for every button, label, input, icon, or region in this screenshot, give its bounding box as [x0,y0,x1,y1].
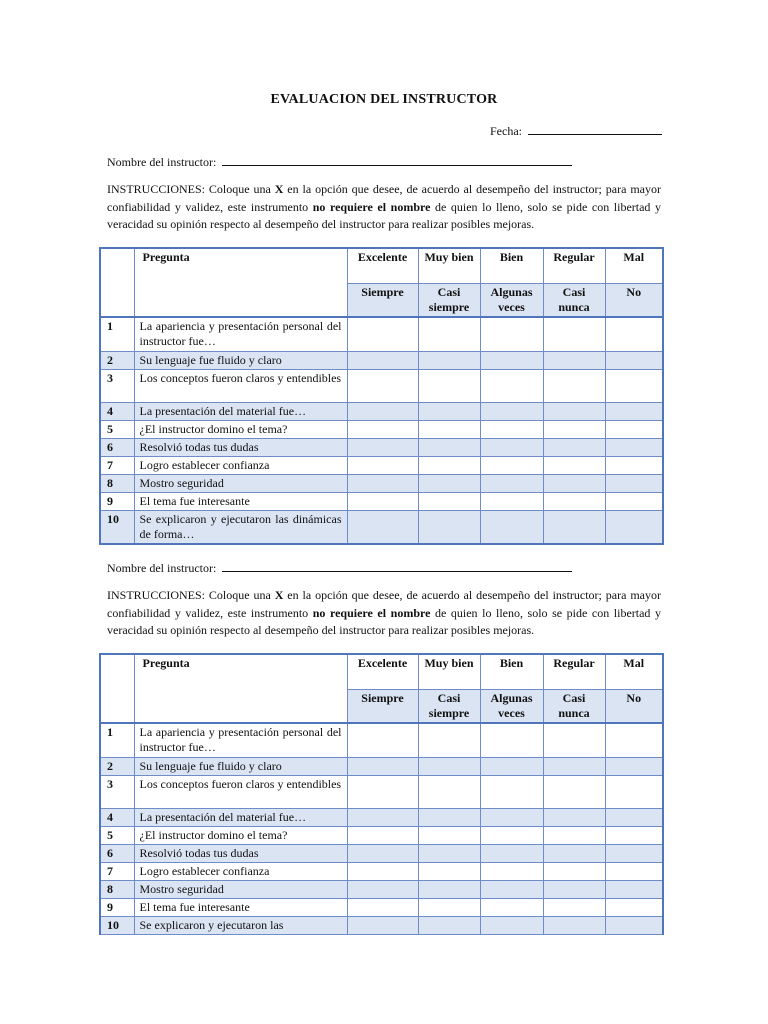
instructor-name-field-2 [107,560,667,576]
evaluation-table-1 [99,247,664,545]
answer-cell-no[interactable] [605,757,663,775]
instructions-text: en la opción que desee, de acuerdo al desempeño del instructor; para mayor confiabilidad y validez, este instrumento [107,588,661,620]
question-text: Los conceptos fueron claros y entendibles [134,369,347,402]
answer-cell-casi-nunca[interactable] [543,862,605,880]
answer-cell-casi-siempre[interactable] [418,862,480,880]
table-row [100,898,663,916]
answer-cell-siempre[interactable] [347,862,418,880]
number-header-cell [100,654,134,723]
instructions-text: INSTRUCCIONES: Coloque una [107,588,275,602]
question-text: ¿El instructor domino el tema? [134,420,347,438]
answer-cell-casi-siempre[interactable] [418,402,480,420]
answer-cell-casi-siempre[interactable] [418,351,480,369]
answer-cell-no[interactable] [605,420,663,438]
answer-cell-siempre[interactable] [347,317,418,351]
table-row [100,826,663,844]
table-row [100,775,663,808]
answer-cell-siempre[interactable] [347,510,418,544]
table-row [100,916,663,934]
subcol-header-algunas-veces: Algunas veces [480,689,543,723]
answer-cell-siempre[interactable] [347,474,418,492]
answer-cell-no[interactable] [605,369,663,402]
answer-cell-siempre[interactable] [347,880,418,898]
instructor-name-blank-line[interactable] [222,154,572,166]
table-row [100,420,663,438]
date-field [490,123,662,139]
table-row [100,723,663,757]
answer-cell-casi-siempre[interactable] [418,723,480,757]
subcol-header-no: No [605,283,663,317]
evaluation-table-2 [99,653,664,935]
answer-cell-algunas-veces[interactable] [480,862,543,880]
answer-cell-no[interactable] [605,723,663,757]
instructions-text: de quien lo lleno, solo se pide con libertad y veracidad su opinión respecto al desempeño del instructor para realizar posibles mejoras. [107,199,661,231]
col-header-regular: Regular [543,654,605,689]
answer-cell-no[interactable] [605,826,663,844]
instructor-name-field-1 [107,154,667,170]
answer-cell-algunas-veces[interactable] [480,351,543,369]
answer-cell-no[interactable] [605,438,663,456]
question-number: 1 [100,317,134,351]
table-row [100,492,663,510]
subcol-header-no: No [605,689,663,723]
answer-cell-casi-siempre[interactable] [418,438,480,456]
answer-cell-casi-nunca[interactable] [543,880,605,898]
question-text: El tema fue interesante [134,492,347,510]
answer-cell-casi-siempre[interactable] [418,474,480,492]
table-row [100,862,663,880]
col-header-mal: Mal [605,654,663,689]
answer-cell-algunas-veces[interactable] [480,898,543,916]
answer-cell-casi-siempre[interactable] [418,317,480,351]
question-text: Resolvió todas tus dudas [134,438,347,456]
question-text: Logro establecer confianza [134,456,347,474]
answer-cell-no[interactable] [605,862,663,880]
question-text: Su lenguaje fue fluido y claro [134,351,347,369]
date-label: Fecha: [490,124,522,138]
table-row [100,474,663,492]
answer-cell-siempre[interactable] [347,898,418,916]
answer-cell-casi-siempre[interactable] [418,369,480,402]
subcol-header-casi-siempre: Casi siempre [418,283,480,317]
question-number: 9 [100,492,134,510]
question-number: 5 [100,826,134,844]
question-number: 8 [100,474,134,492]
question-number: 3 [100,369,134,402]
answer-cell-casi-nunca[interactable] [543,775,605,808]
question-text: Se explicaron y ejecutaron las dinámicas de forma… [134,510,347,544]
table-row [100,757,663,775]
answer-cell-no[interactable] [605,775,663,808]
col-header-excelente: Excelente [347,654,418,689]
question-header: Pregunta [134,248,347,317]
answer-cell-casi-nunca[interactable] [543,723,605,757]
answer-cell-algunas-veces[interactable] [480,826,543,844]
question-header: Pregunta [134,654,347,723]
table-row [100,369,663,402]
answer-cell-algunas-veces[interactable] [480,369,543,402]
question-text: Su lenguaje fue fluido y claro [134,757,347,775]
answer-cell-casi-siempre[interactable] [418,844,480,862]
answer-cell-casi-nunca[interactable] [543,438,605,456]
answer-cell-casi-siempre[interactable] [418,880,480,898]
answer-cell-siempre[interactable] [347,775,418,808]
question-number: 1 [100,723,134,757]
answer-cell-algunas-veces[interactable] [480,844,543,862]
question-number: 6 [100,844,134,862]
answer-cell-algunas-veces[interactable] [480,916,543,934]
question-number: 4 [100,808,134,826]
question-text: Mostro seguridad [134,474,347,492]
question-text: Resolvió todas tus dudas [134,844,347,862]
answer-cell-algunas-veces[interactable] [480,438,543,456]
answer-cell-casi-nunca[interactable] [543,492,605,510]
answer-cell-no[interactable] [605,880,663,898]
answer-cell-siempre[interactable] [347,351,418,369]
number-header-cell [100,248,134,317]
question-number: 4 [100,402,134,420]
answer-cell-casi-nunca[interactable] [543,402,605,420]
answer-cell-casi-siempre[interactable] [418,898,480,916]
instructions-bold-text: no requiere el nombre [312,199,431,214]
answer-cell-siempre[interactable] [347,438,418,456]
table-row [100,808,663,826]
answer-cell-no[interactable] [605,844,663,862]
answer-cell-no[interactable] [605,317,663,351]
answer-cell-siempre[interactable] [347,808,418,826]
answer-cell-algunas-veces[interactable] [480,775,543,808]
answer-cell-casi-nunca[interactable] [543,474,605,492]
question-text: Mostro seguridad [134,880,347,898]
question-text: Los conceptos fueron claros y entendibles [134,775,347,808]
answer-cell-casi-nunca[interactable] [543,916,605,934]
instructions-text: de quien lo lleno, solo se pide con libertad y veracidad su opinión respecto al desempeño del instructor para realizar posibles mejoras. [107,605,661,637]
instructions-text: INSTRUCCIONES: Coloque una [107,182,275,196]
answer-cell-casi-nunca[interactable] [543,826,605,844]
answer-cell-casi-nunca[interactable] [543,808,605,826]
question-text: Se explicaron y ejecutaron las [134,916,347,934]
instructions-x-mark: X [274,182,284,196]
answer-cell-algunas-veces[interactable] [480,880,543,898]
answer-cell-algunas-veces[interactable] [480,808,543,826]
answer-cell-casi-siempre[interactable] [418,510,480,544]
answer-cell-algunas-veces[interactable] [480,510,543,544]
answer-cell-siempre[interactable] [347,757,418,775]
question-text: La apariencia y presentación personal del instructor fue… [134,723,347,757]
instructions-bold-text: no requiere el nombre [312,605,431,620]
answer-cell-no[interactable] [605,474,663,492]
subcol-header-algunas-veces: Algunas veces [480,283,543,317]
answer-cell-casi-nunca[interactable] [543,369,605,402]
answer-cell-no[interactable] [605,510,663,544]
question-text: ¿El instructor domino el tema? [134,826,347,844]
answer-cell-casi-siempre[interactable] [418,916,480,934]
table-row [100,317,663,351]
question-text: La presentación del material fue… [134,808,347,826]
question-text: La presentación del material fue… [134,402,347,420]
answer-cell-siempre[interactable] [347,844,418,862]
answer-cell-casi-nunca[interactable] [543,898,605,916]
subcol-header-casi-nunca: Casi nunca [543,689,605,723]
answer-cell-siempre[interactable] [347,492,418,510]
col-header-excelente: Excelente [347,248,418,283]
question-number: 2 [100,351,134,369]
answer-cell-siempre[interactable] [347,420,418,438]
instructions-paragraph-1 [107,181,661,234]
col-header-mal: Mal [605,248,663,283]
answer-cell-no[interactable] [605,402,663,420]
question-number: 8 [100,880,134,898]
answer-cell-casi-nunca[interactable] [543,510,605,544]
question-text: Logro establecer confianza [134,862,347,880]
question-number: 7 [100,456,134,474]
answer-cell-casi-siempre[interactable] [418,826,480,844]
answer-cell-algunas-veces[interactable] [480,317,543,351]
question-number: 10 [100,510,134,544]
table-row [100,510,663,544]
answer-cell-no[interactable] [605,492,663,510]
col-header-bien: Bien [480,654,543,689]
answer-cell-casi-siempre[interactable] [418,757,480,775]
answer-cell-siempre[interactable] [347,369,418,402]
answer-cell-algunas-veces[interactable] [480,402,543,420]
question-text: La apariencia y presentación personal del instructor fue… [134,317,347,351]
table-row [100,351,663,369]
question-number: 10 [100,916,134,934]
subcol-header-casi-nunca: Casi nunca [543,283,605,317]
question-number: 5 [100,420,134,438]
col-header-muy-bien: Muy bien [418,248,480,283]
answer-cell-no[interactable] [605,456,663,474]
answer-cell-siempre[interactable] [347,723,418,757]
answer-cell-no[interactable] [605,898,663,916]
answer-cell-algunas-veces[interactable] [480,757,543,775]
answer-cell-algunas-veces[interactable] [480,420,543,438]
question-number: 2 [100,757,134,775]
answer-cell-casi-siempre[interactable] [418,775,480,808]
answer-cell-casi-nunca[interactable] [543,844,605,862]
instructor-name-blank-line[interactable] [222,560,572,572]
question-number: 7 [100,862,134,880]
question-number: 3 [100,775,134,808]
table-row [100,456,663,474]
answer-cell-algunas-veces[interactable] [480,723,543,757]
answer-cell-algunas-veces[interactable] [480,456,543,474]
instructions-paragraph-2 [107,587,661,640]
question-text: El tema fue interesante [134,898,347,916]
answer-cell-casi-siempre[interactable] [418,456,480,474]
instructions-text: en la opción que desee, de acuerdo al desempeño del instructor; para mayor confiabilidad y validez, este instrumento [107,182,661,214]
answer-cell-casi-siempre[interactable] [418,420,480,438]
table-1-body [100,317,663,544]
answer-cell-algunas-veces[interactable] [480,474,543,492]
answer-cell-no[interactable] [605,808,663,826]
col-header-muy-bien: Muy bien [418,654,480,689]
answer-cell-siempre[interactable] [347,456,418,474]
date-blank-line[interactable] [528,123,662,135]
col-header-bien: Bien [480,248,543,283]
table-header-row [100,654,663,689]
answer-cell-algunas-veces[interactable] [480,492,543,510]
subcol-header-siempre: Siempre [347,283,418,317]
answer-cell-siempre[interactable] [347,916,418,934]
answer-cell-no[interactable] [605,351,663,369]
answer-cell-siempre[interactable] [347,826,418,844]
table-row [100,844,663,862]
table-header-row [100,248,663,283]
instructor-name-label: Nombre del instructor: [107,561,217,575]
answer-cell-no[interactable] [605,916,663,934]
document-title: EVALUACION DEL INSTRUCTOR [270,92,498,107]
answer-cell-casi-siempre[interactable] [418,492,480,510]
answer-cell-casi-nunca[interactable] [543,317,605,351]
question-number: 6 [100,438,134,456]
col-header-regular: Regular [543,248,605,283]
question-number: 9 [100,898,134,916]
answer-cell-casi-nunca[interactable] [543,420,605,438]
table-row [100,402,663,420]
answer-cell-casi-nunca[interactable] [543,351,605,369]
table-2-body [100,723,663,934]
table-row [100,438,663,456]
instructions-x-mark: X [274,588,284,602]
subcol-header-casi-siempre: Casi siempre [418,689,480,723]
table-row [100,880,663,898]
instructor-name-label: Nombre del instructor: [107,155,217,169]
answer-cell-casi-nunca[interactable] [543,456,605,474]
answer-cell-siempre[interactable] [347,402,418,420]
subcol-header-siempre: Siempre [347,689,418,723]
answer-cell-casi-nunca[interactable] [543,757,605,775]
answer-cell-casi-siempre[interactable] [418,808,480,826]
